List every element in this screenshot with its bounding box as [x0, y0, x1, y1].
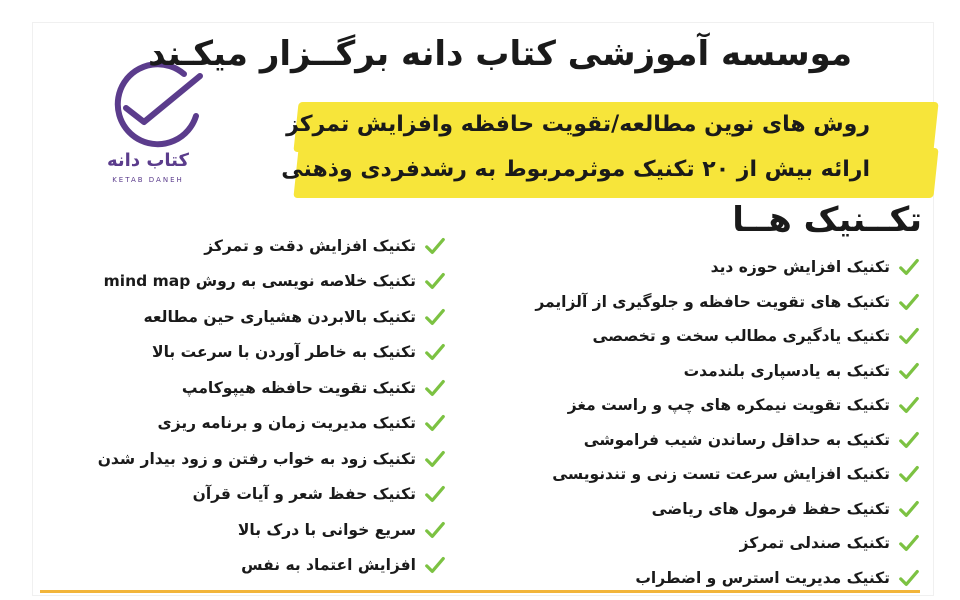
- technique-item: [535, 285, 920, 320]
- technique-label: سریع خوانی با درک بالا: [237, 520, 416, 539]
- technique-label: تکنیک خلاصه نویسی به روش mind map: [103, 272, 416, 291]
- technique-label: تکنیک یادگیری مطالب سخت و تخصصی: [592, 327, 890, 346]
- technique-item: [98, 335, 446, 371]
- check-icon: [424, 519, 446, 541]
- techniques-heading: تکــنیک هــا: [732, 200, 922, 240]
- check-icon: [424, 377, 446, 399]
- technique-item: [98, 370, 446, 406]
- page-title: موسسه آموزشی کتاب دانه برگــزار میکـند: [148, 34, 852, 74]
- technique-label: افزایش اعتماد به نفس: [241, 556, 416, 575]
- check-icon: [424, 448, 446, 470]
- check-icon: [424, 235, 446, 257]
- technique-item: [535, 492, 920, 527]
- check-icon: [898, 291, 920, 313]
- technique-label: تکنیک زود به خواب رفتن و زود بیدار شدن: [97, 449, 416, 468]
- technique-item: [98, 441, 446, 477]
- technique-label: تکنیک مدیریت زمان و برنامه ریزی: [157, 414, 416, 433]
- check-icon: [898, 256, 920, 278]
- check-icon: [898, 429, 920, 451]
- check-icon: [898, 498, 920, 520]
- check-icon: [898, 360, 920, 382]
- logo-name-en: KETAB DANEH: [112, 176, 184, 184]
- technique-item: [98, 299, 446, 335]
- logo: [88, 56, 208, 196]
- technique-label: تکنیک به حداقل رساندن شیب فراموشی: [583, 430, 890, 449]
- technique-item: [535, 526, 920, 561]
- technique-label: تکنیک حفظ شعر و آیات قرآن: [192, 485, 416, 504]
- check-icon: [898, 463, 920, 485]
- technique-label: تکنیک به خاطر آوردن با سرعت بالا: [152, 343, 416, 362]
- techniques-list-right: [535, 250, 920, 595]
- technique-item: [535, 319, 920, 354]
- logo-name-fa: کتاب دانه: [106, 150, 189, 171]
- technique-item: [98, 228, 446, 264]
- technique-label: تکنیک مدیریت استرس و اضطراب: [635, 568, 890, 587]
- technique-label: تکنیک حفظ فرمول های ریاضی: [651, 499, 890, 518]
- subtitle-2: ارائه بیش از ۲۰ تکنیک موثرمربوط به رشدفردی وذهنی: [281, 157, 870, 182]
- technique-label: تکنیک بالابردن هشیاری حین مطالعه: [143, 307, 416, 326]
- technique-label: تکنیک افزایش دقت و تمرکز: [204, 236, 416, 255]
- techniques-list-left: [98, 228, 446, 583]
- technique-item: [535, 388, 920, 423]
- technique-item: [98, 512, 446, 548]
- check-icon: [424, 306, 446, 328]
- technique-label: تکنیک تقویت نیمکره های چپ و راست مغز: [567, 396, 890, 415]
- check-icon: [424, 341, 446, 363]
- check-icon: [424, 270, 446, 292]
- check-icon: [424, 554, 446, 576]
- technique-item: [98, 406, 446, 442]
- technique-item: [98, 264, 446, 300]
- check-icon: [424, 412, 446, 434]
- technique-label: تکنیک به یادسپاری بلندمدت: [683, 361, 890, 380]
- check-icon: [898, 532, 920, 554]
- technique-item: [535, 250, 920, 285]
- subtitle-1: روش های نوین مطالعه/تقویت حافظه وافزایش تمرکز: [286, 112, 870, 137]
- technique-item: [535, 457, 920, 492]
- check-icon: [424, 483, 446, 505]
- check-icon: [898, 325, 920, 347]
- technique-item: [98, 548, 446, 584]
- check-icon: [898, 394, 920, 416]
- technique-item: [98, 477, 446, 513]
- bottom-divider: [40, 590, 920, 593]
- technique-label: تکنیک های تقویت حافظه و جلوگیری از آلزایمر: [535, 292, 890, 311]
- check-icon: [898, 567, 920, 589]
- technique-label: تکنیک تقویت حافظه هیپوکامپ: [181, 378, 416, 397]
- technique-label: تکنیک صندلی تمرکز: [739, 534, 890, 553]
- technique-item: [535, 423, 920, 458]
- technique-item: [535, 354, 920, 389]
- technique-label: تکنیک افزایش سرعت تست زنی و تندنویسی: [552, 465, 890, 484]
- technique-label: تکنیک افزایش حوزه دید: [710, 258, 890, 277]
